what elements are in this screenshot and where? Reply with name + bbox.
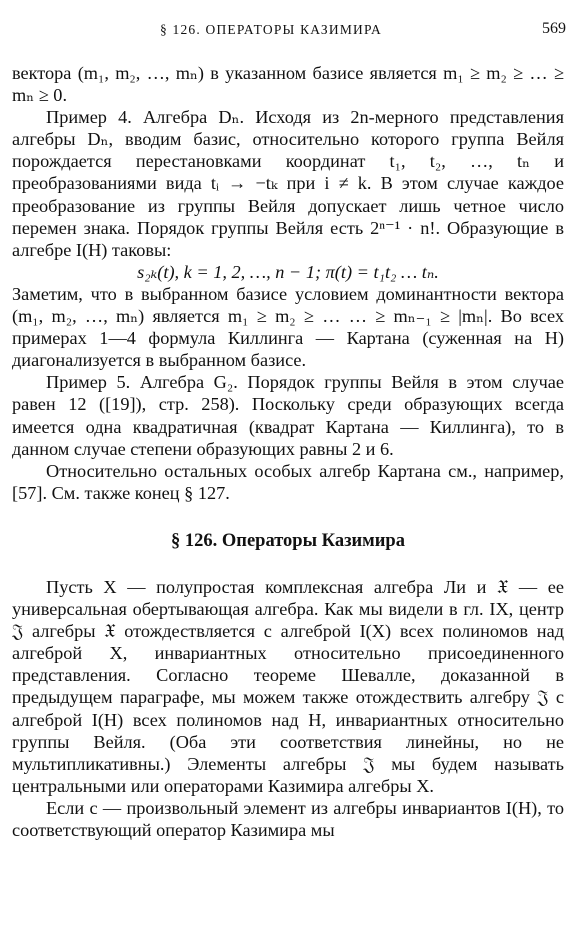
formula-generators: s₂ₖ(t), k = 1, 2, …, n − 1; π(t) = t₁t₂ … tₙ. <box>137 261 439 282</box>
page-body <box>12 62 564 841</box>
page-number: 569 <box>542 20 566 37</box>
paragraph-example-5: Пример 5. Алгебра G₂. Порядок группы Вейля в этом случае равен 12 ([19]), стр. 258). Поскольку среди образующих всегда имеется одна квадратичная (квадрат Картана — Киллинга), то в данном случае степени образующих равны 2 и 6. <box>12 372 564 459</box>
running-title: § 126. ОПЕРАТОРЫ КАЗИМИРА <box>160 22 382 37</box>
paragraph-example-4: Пример 4. Алгебра Dₙ. Исходя из 2n-мерного представления алгебры Dₙ, вводим базис, относительно которого группа Вейля порождается перестановками координат t₁, t₂, …, tₙ и преобразованиями вида tᵢ → −tₖ при i ≠ k. В этом случае каждое преобразование из группы Вейля допускает лишь четное число перемен знака. Порядок группы Вейля есть 2ⁿ⁻¹ · n!. Образующие в алгебре I(H) таковы: <box>12 107 564 260</box>
paragraph-dominance: Заметим, что в выбранном базисе условием доминантности вектора (m₁, m₂, …, mₙ) является m₁ ≥ m₂ ≥ … … ≥ mₙ₋₁ ≥ |mₙ|. Во всех примерах 1—4 формула Киллинга — Картана (суженная на H) диагонализуется в выбранном базисе. <box>12 283 564 371</box>
paragraph-other-algebras: Относительно остальных особых алгебр Картана см., например, [57]. См. также конец § 127. <box>12 460 564 503</box>
paragraph-casimir-intro: Пусть X — полупростая комплексная алгебра Ли и 𝔛 — ее универсальная обертывающая алгебра. Как мы видели в гл. IX, центр 𝔍 алгебры 𝔛 отождествляется с алгеброй I(X) всех полиномов над алгеброй X, инвариантных относительно присоединенного представления. Согласно теореме Шевалле, доказанной в предыдущем параграфе, мы можем также отождествить алгебру 𝔍 с алгеброй I(H) всех полиномов над H, инвариантных относительно группы Вейля. (Оба эти соответствия линейны, но не мультипликативны.) Элементы алгебры 𝔍 мы будем называть центральными или операторами Казимира алгебры X. <box>12 576 564 796</box>
page-header <box>0 22 580 42</box>
paragraph-continuation: вектора (m₁, m₂, …, mₙ) в указанном базисе является m₁ ≥ m₂ ≥ … ≥ mₙ ≥ 0. <box>12 63 564 106</box>
section-heading: § 126. Операторы Казимира <box>171 530 405 551</box>
paragraph-casimir-continued: Если c — произвольный элемент из алгебры инвариантов I(H), то соответствующий оператор Казимира мы <box>12 797 564 840</box>
